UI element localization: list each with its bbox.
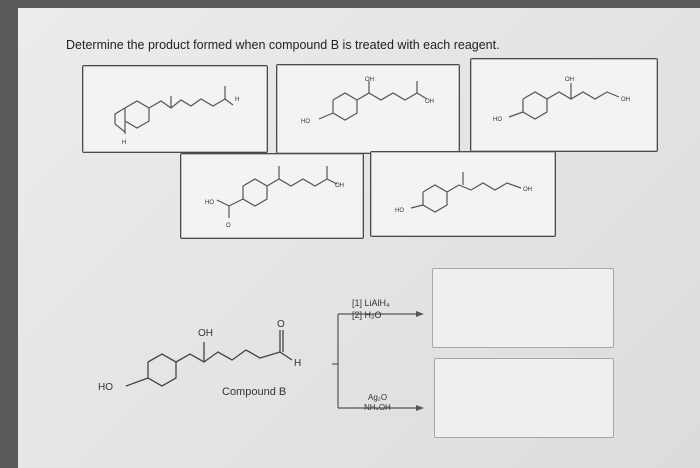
atom-label: HO [301,119,310,125]
structure-hydroxy-acid-chain [371,152,555,236]
structure-hydroxy-acid [277,65,459,153]
compound-b-structure [90,300,330,410]
reagent-bottom-1: Ag₂O [368,393,388,402]
atom-label: HO [98,382,113,393]
compound-b-label: Compound B [222,386,287,398]
atom-label: H [235,97,240,103]
atom-label: O [226,223,231,229]
answer-choice-1[interactable] [82,65,268,153]
atom-label: H [122,140,127,146]
atom-label: OH [565,77,574,83]
atom-label: OH [335,183,344,189]
structure-diol [471,59,657,151]
atom-label: H [294,358,302,369]
atom-label: OH [198,328,213,339]
atom-label: OH [365,77,374,83]
answer-choice-3[interactable] [470,58,658,152]
answer-choice-4[interactable] [180,153,364,239]
reagent-top-1: [1] LiAlH₄ [352,298,390,308]
atom-label: HO [395,208,404,214]
atom-label: OH [523,187,532,193]
product-drop-box-lialh4[interactable] [432,268,614,348]
structure-diacid [181,154,363,238]
atom-label: OH [425,99,434,105]
atom-label: O [277,319,285,330]
atom-label: OH [621,97,630,103]
reagent-top-2: [2] H₂O [352,310,382,320]
reagent-bottom-2: NH₄OH [364,403,391,412]
atom-label: HO [205,200,214,206]
question-text: Determine the product formed when compound B is treated with each reagent. [66,38,500,52]
answer-choice-5[interactable] [370,151,556,237]
answer-choice-2[interactable] [276,64,460,154]
atom-label: HO [493,117,502,123]
product-drop-box-ag2o[interactable] [434,358,614,438]
structure-dialdehyde [83,66,267,152]
